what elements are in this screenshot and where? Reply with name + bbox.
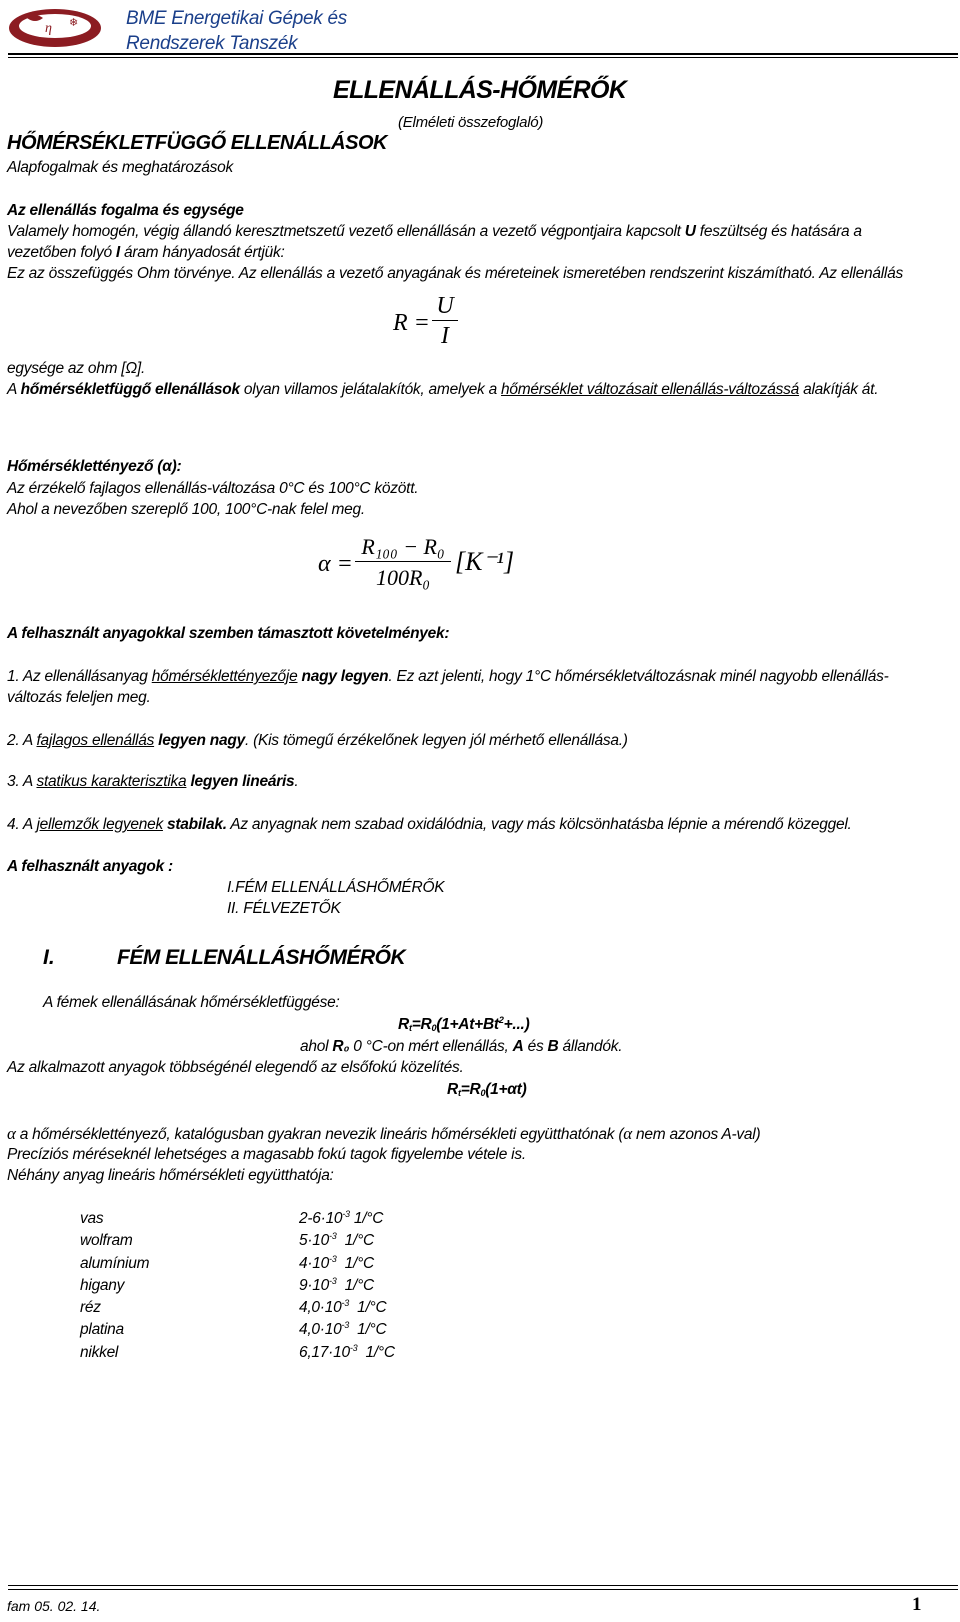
approximation-note: Az alkalmazott anyagok többségénél elegendő az elsőfokú közelítés. bbox=[7, 1059, 464, 1076]
materials-item-1: I.FÉM ELLENÁLLÁSHŐMÉRŐK bbox=[227, 879, 445, 896]
material-name: réz bbox=[80, 1299, 101, 1317]
resistance-heading: Az ellenállás fogalma és egysége bbox=[7, 202, 244, 219]
page-title: ELLENÁLLÁS-HŐMÉRŐK bbox=[333, 76, 627, 104]
table-row bbox=[80, 1253, 460, 1275]
coefficient-value: $5\cdot 10^{-3}$ 1/°C bbox=[299, 1231, 374, 1250]
coefficient-value: $4,0\cdot 10^{-3}$ 1/°C bbox=[299, 1298, 387, 1317]
equation-linear: $R_t=R_0(1+\alpha t)$ bbox=[447, 1081, 527, 1098]
alpha-description: α a hőmérséklettényező, katalógusban gyakran nevezik lineáris hőmérsékleti együtthatónak (α nem azonos A-val) bbox=[7, 1124, 761, 1143]
coefficient-value: $4,0\cdot 10^{-3}$ 1/°C bbox=[299, 1320, 387, 1339]
table-row bbox=[80, 1319, 460, 1341]
page-number: 1 bbox=[912, 1594, 922, 1615]
department-logo bbox=[5, 4, 101, 52]
table-row bbox=[80, 1342, 460, 1364]
resistance-paragraph-line1: Valamely homogén, végig állandó keresztmetszetű vezető ellenállásán a vezető végpontjaira kapcsolt U feszültség és hatására a bbox=[7, 223, 862, 240]
alpha-heading: Hőmérséklettényező (α): bbox=[7, 458, 182, 475]
ohm-formula-lhs: R = bbox=[393, 310, 430, 336]
header-rule-top bbox=[8, 53, 958, 55]
table-row bbox=[80, 1230, 460, 1252]
requirement-4: 4. A jellemzők legyenek stabilak. Az anyagnak nem szabad oxidálódnia, vagy más kölcsönhatásba lépnie a mérendő közeggel. bbox=[7, 816, 852, 833]
requirement-2: 2. A fajlagos ellenállás legyen nagy. (Kis tömegű érzékelőnek legyen jól mérhető ellenállása.) bbox=[7, 732, 628, 749]
requirement-3: 3. A statikus karakterisztika legyen lineáris. bbox=[7, 773, 299, 790]
alpha-formula-denominator: 100R₀ bbox=[375, 565, 431, 590]
department-name-line1: BME Energetikai Gépek és bbox=[126, 8, 347, 29]
page-subtitle: (Elméleti összefoglaló) bbox=[398, 114, 544, 131]
metal-section-heading: FÉM ELLENÁLLÁSHŐMÉRŐK bbox=[117, 946, 406, 969]
ohm-formula-numerator: U bbox=[436, 293, 454, 319]
footer-rule-top bbox=[8, 1585, 958, 1586]
header-rule-bottom bbox=[8, 57, 958, 58]
footer-date: fam 05. 02. 14. bbox=[7, 1598, 101, 1614]
coefficient-value: $6,17\cdot 10^{-3}$ 1/°C bbox=[299, 1342, 395, 1361]
material-name: nikkel bbox=[80, 1343, 119, 1361]
materials-item-2: II. FÉLVEZETŐK bbox=[227, 900, 341, 917]
table-row bbox=[80, 1275, 460, 1297]
ohm-formula-fraction bbox=[432, 292, 458, 351]
alpha-formula-unit: [K⁻¹] bbox=[455, 547, 515, 576]
equation-quadratic: $R_t=R_0(1+At+Bt^2+...)$ bbox=[398, 1015, 530, 1033]
material-name: wolfram bbox=[80, 1232, 133, 1250]
section-heading: HŐMÉRSÉKLETFÜGGŐ ELLENÁLLÁSOK bbox=[7, 132, 387, 154]
department-name bbox=[126, 6, 347, 56]
table-row bbox=[80, 1208, 460, 1230]
material-name: higany bbox=[80, 1276, 125, 1294]
coefficients-intro: Néhány anyag lineáris hőmérsékleti együtthatója: bbox=[7, 1167, 334, 1184]
requirements-heading: A felhasznált anyagokkal szemben támasztott követelmények: bbox=[7, 625, 450, 642]
ohm-law-paragraph: Ez az összefüggés Ohm törvénye. Az ellenállás a vezető anyagának és méreteinek ismeretében rendszerint kiszámítható. Az ellenállás bbox=[7, 265, 903, 282]
coefficient-value: $4\cdot 10^{-3}$ 1/°C bbox=[299, 1253, 374, 1272]
alpha-line1: Az érzékelő fajlagos ellenállás-változása 0°C és 100°C között. bbox=[7, 480, 419, 497]
requirement-1-line2: változás feleljen meg. bbox=[7, 689, 151, 706]
svg-text:❄: ❄ bbox=[69, 16, 79, 29]
material-name: alumínium bbox=[80, 1254, 150, 1272]
coefficient-value: $2-6\cdot 10^{-3}$ 1/°C bbox=[299, 1209, 384, 1227]
material-name: vas bbox=[80, 1210, 104, 1227]
metal-section-number: I. bbox=[43, 946, 55, 969]
ohm-formula-denominator: I bbox=[441, 323, 449, 349]
alpha-line2: Ahol a nevezőben szereplő 100, 100°C-nak felel meg. bbox=[7, 501, 365, 518]
coefficient-value: $9\cdot 10^{-3}$ 1/°C bbox=[299, 1275, 374, 1294]
material-name: platina bbox=[80, 1321, 124, 1339]
svg-text:η: η bbox=[45, 21, 52, 36]
alpha-formula-numerator: R₁₀₀ − R₀ bbox=[361, 534, 445, 559]
materials-heading: A felhasznált anyagok : bbox=[7, 858, 173, 875]
equation-where: ahol R₀ 0 °C-on mért ellenállás, A és B állandók. bbox=[300, 1038, 623, 1055]
precision-note: Precíziós méréseknél lehetséges a magasabb fokú tagok figyelembe vétele is. bbox=[7, 1146, 526, 1163]
department-name-line2: Rendszerek Tanszék bbox=[126, 33, 298, 54]
alpha-formula-lhs: α = bbox=[318, 551, 353, 577]
requirement-1-line1: 1. Az ellenállásanyag hőmérséklettényezője nagy legyen. Ez azt jelenti, hogy 1°C hőmérsékletváltozásnak minél nagyobb ellenállás- bbox=[7, 668, 889, 685]
resistance-paragraph-line2: vezetőben folyó I áram hányadosát értjük: bbox=[7, 244, 285, 261]
footer-rule-bottom bbox=[8, 1589, 958, 1590]
coefficient-table bbox=[80, 1208, 460, 1364]
thermistor-definition: A hőmérsékletfüggő ellenállások olyan villamos jelátalakítók, amelyek a hőmérséklet változásait ellenállás-változássá alakítják át. bbox=[7, 381, 879, 398]
table-row bbox=[80, 1297, 460, 1319]
ohm-unit-line: egysége az ohm [Ω]. bbox=[7, 360, 146, 377]
section-subheading: Alapfogalmak és meghatározások bbox=[7, 159, 233, 176]
metal-intro: A fémek ellenállásának hőmérsékletfüggése: bbox=[43, 994, 340, 1011]
alpha-formula-fraction bbox=[355, 533, 451, 594]
